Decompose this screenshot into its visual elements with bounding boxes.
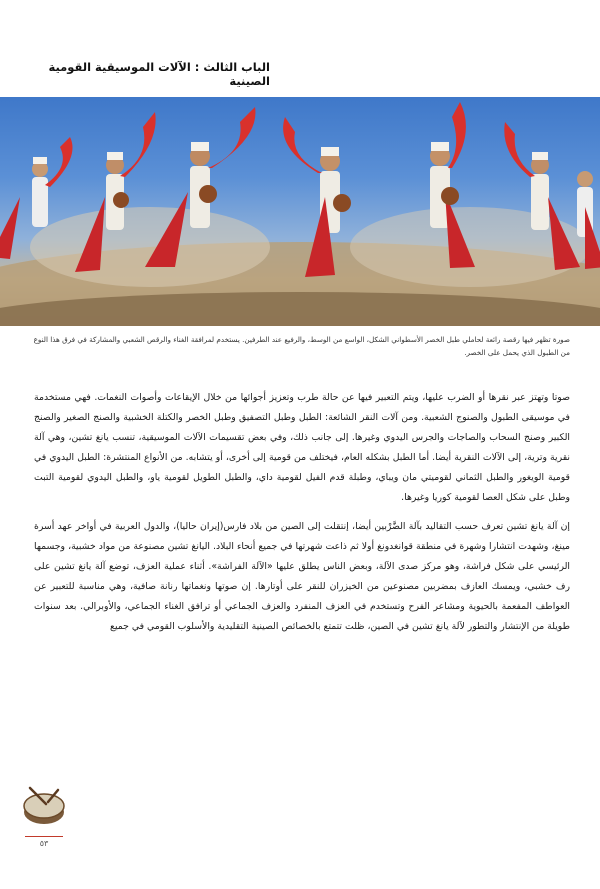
dancers-photo [0,97,600,326]
body-paragraph-2: إن آلة يانغ تشين تعرف حسب التقاليد بآلة الضَّرْبين أيضا، إنتقلت إلى الصين من بلاد فارس(إيران حاليا)، والدول العربية في أواخر عهد أسرة مينغ، وشهدت انتشارا وشهرة في منطقة قوانغدونغ أولا ثم ذاعت شهرتها في جميع أنحاء البلاد. اليانغ تشين مصنوعة من مواد خشبية، وجسمها الرئيسي على شكل فراشة، وهو مركز صدى الآلة، وبعض الناس يطلق عليها «الآلة الفراشة». أثناء عملية العزف، توضع آلة يانغ تشين على رف خشبي، ويمسك العازف بمضربين مصنوعين من الخيزران للنقر على أوتارها. إن صوتها ونغماتها رنانة صافية، وهي مناسبة للتعبير عن العواطف المفعمة بالحيوية ومشاعر الفرح وتستخدم في العزف المنفرد والعزف الجماعي أو ترافق الغناء الجماعي، والأوبرالي. بعد سنوات طويلة من الإنتشار والتطور لآلة يانغ تشين في الصين، ظلت تتمتع بالخصائص الصينية التقليدية والأسلوب القومي في جميع [34,521,570,632]
photo-caption: صورة تظهر فيها رقصة رائعة لحاملي طبل الخصر الأسطواني الشكل، الواسع من الوسط، والرفيع عند الطرفين. يستخدم لمرافقة الغناء والرقص الشعبي والمشاركة في فرق هذا النوع من الطبول الذي يحمل على الخصر. [33,335,570,357]
dancers-illustration [0,97,600,326]
chapter-title: الباب الثالث : الآلات الموسيقية القومية الصينية [48,60,270,88]
page-number-rule [25,836,63,837]
body-text [34,388,570,646]
body-paragraph-1: صوتا وتهتز عبر نقرها أو الضرب عليها، ويتم التعبير فيها عن حالة طرب وتعزيز أجوائها من خلال الإيقاعات وأصوات النغمات. فهي مستخدمة في موسيقى الطبول والصنوج الشعبية. ومن آلات النقر الشائعة: الطبل وطبل التصفيق وطبل الخصر والكتلة الخشبية والصنج الصغير والصنج الكبير وصنج السحاب والصاجات والجرس اليدوي وغيرها. إلى جانب ذلك، وفي بعض تقسيمات الآلات الموسيقية، تنسب يانغ تشين، وهي آلة نقرية وترية، إلى الآلات النقرية أيضا. أما الطبل بشكله العام، فيختلف من قومية إلى أخرى، أو يتشابه. من الأنواع المنتشرة: الطبل اليدوي في قومية الويغور والطبل الثماني لقوميتي مان ويباي، وطبلة قدم الفيل لقومية داي، والطبل الطويل لقومية ياو، والطبل اليدوي لقومية التبت وطبل على شكل العصا لقومية كوريا وغيرها. [34,392,570,503]
drum-icon [20,782,68,830]
page-number: ٥٣ [39,839,49,848]
